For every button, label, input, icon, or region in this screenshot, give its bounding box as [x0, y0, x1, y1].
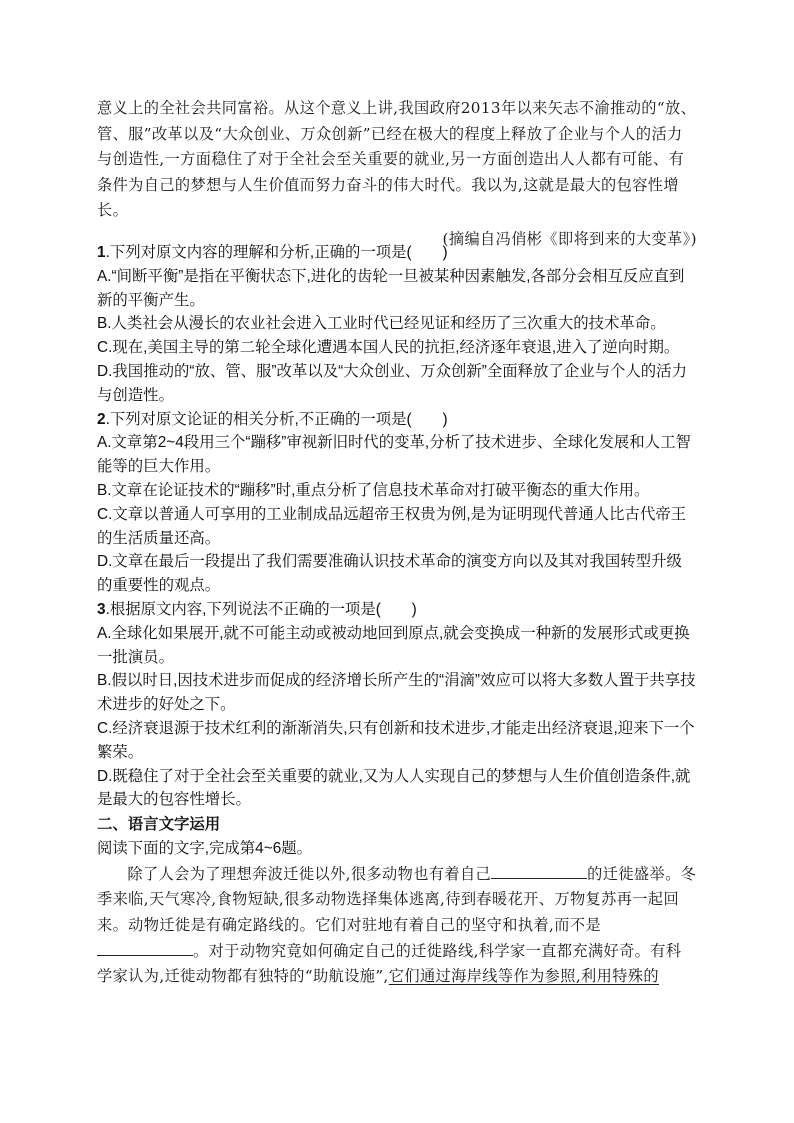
question-text: .根据原文内容,下列说法不正确的一项是( ): [105, 600, 417, 618]
fill-blank-2[interactable]: [97, 941, 193, 956]
fill-blank-1[interactable]: [491, 864, 587, 879]
section-instruction: 阅读下面的文字,完成第4~6题。: [97, 839, 313, 857]
section-title: 二、语言文字运用: [97, 816, 221, 834]
option-b: B.文章在论证技术的“蹦移”时,重点分析了信息技术革命对打破平衡态的重大作用。: [97, 481, 650, 499]
option-b: B.人类社会从漫长的农业社会进入工业时代已经见证和经历了三次重大的技术革命。: [97, 315, 666, 333]
language-passage: [97, 862, 697, 990]
option-a: A.“间断平衡”是指在平衡状态下,进化的齿轮一旦被某种因素触发,各部分会相互反应直到新的平衡产生。: [97, 267, 685, 309]
question-number: 3: [97, 600, 106, 618]
option-b: B.假以时日,因技术进步而促成的经济增长所产生的“涓滴”效应可以将大多数人置于共享技术进步的好处之下。: [97, 672, 696, 714]
option-d: D.文章在最后一段提出了我们需要准确认识技术革命的演变方向以及其对我国转型升级的重要性的观点。: [97, 553, 682, 595]
question-1: [97, 241, 697, 408]
question-text: .下列对原文论证的相关分析,不正确的一项是( ): [105, 410, 448, 428]
passage-text-1: 除了人会为了理想奔波迁徙以外,很多动物也有着自己: [127, 864, 492, 883]
question-2: [97, 408, 697, 598]
passage-paragraph: 意义上的全社会共同富裕。从这个意义上讲,我国政府2013年以来矢志不渝推动的“放、管、服”改革以及“大众创业、万众创新”已经在极大的程度上释放了企业与个人的活力与创造性,一方面稳住了对于全社会至关重要的就业,另一方面创造出人人都有可能、有条件为自己的梦想与人生价值而努力奋斗的伟大时代。我以为,这就是最大的包容性增长。: [97, 99, 697, 220]
passage-text-3: 。对于动物究竟如何确定自己的迁徙路线,科学家一直都充满好奇。有科学家认为,迁徙动物都有独特的“助航设施”,: [97, 941, 682, 986]
question-3: [97, 598, 697, 812]
option-c: C.现在,美国主导的第二轮全球化遭遇本国人民的抗拒,经济逐年衰退,进入了逆向时期。: [97, 339, 680, 357]
passage-text-2: 的迁徙盛举。冬季来临,天气寒冷,食物短缺,很多动物选择集体逃离,待到春暖花开、万物复苏再一起回来。动物迁徙是有确定路线的。它们对驻地有着自己的坚守和执着,而不是: [97, 864, 697, 934]
passage-source: (摘编自冯俏彬《即将到来的大变革》): [442, 229, 697, 248]
option-a: A.全球化如果展开,就不可能主动或被动地回到原点,就会变换成一种新的发展形式或更换一批演员。: [97, 624, 690, 666]
option-d: D.我国推动的“放、管、服”改革以及“大众创业、万众创新”全面释放了企业与个人的活力与创造性。: [97, 362, 687, 404]
question-stem: [97, 598, 697, 622]
underlined-sentence: 它们通过海岸线等作为参照,利用特殊的: [388, 967, 659, 986]
question-stem: [97, 241, 697, 265]
option-c: C.经济衰退源于技术红利的渐渐消失,只有创新和技术进步,才能走出经济衰退,迎来下一个繁荣。: [97, 719, 695, 761]
reading-passage: [97, 96, 697, 253]
option-a: A.文章第2~4段用三个“蹦移”审视新旧时代的变革,分析了技术进步、全球化发展和人工智能等的巨大作用。: [97, 434, 691, 476]
question-number: 1: [97, 244, 106, 261]
question-stem: [97, 408, 697, 432]
question-number: 2: [97, 410, 106, 428]
questions-section: [97, 241, 697, 990]
option-d: D.既稳住了对于全社会至关重要的就业,又为人人实现自己的梦想与人生价值创造条件,就是最大的包容性增长。: [97, 767, 691, 809]
question-text: .下列对原文内容的理解和分析,正确的一项是( ): [105, 244, 448, 261]
option-c: C.文章以普通人可享用的工业制成品远超帝王权贵为例,是为证明现代普通人比古代帝王的生活质量还高。: [97, 505, 687, 547]
